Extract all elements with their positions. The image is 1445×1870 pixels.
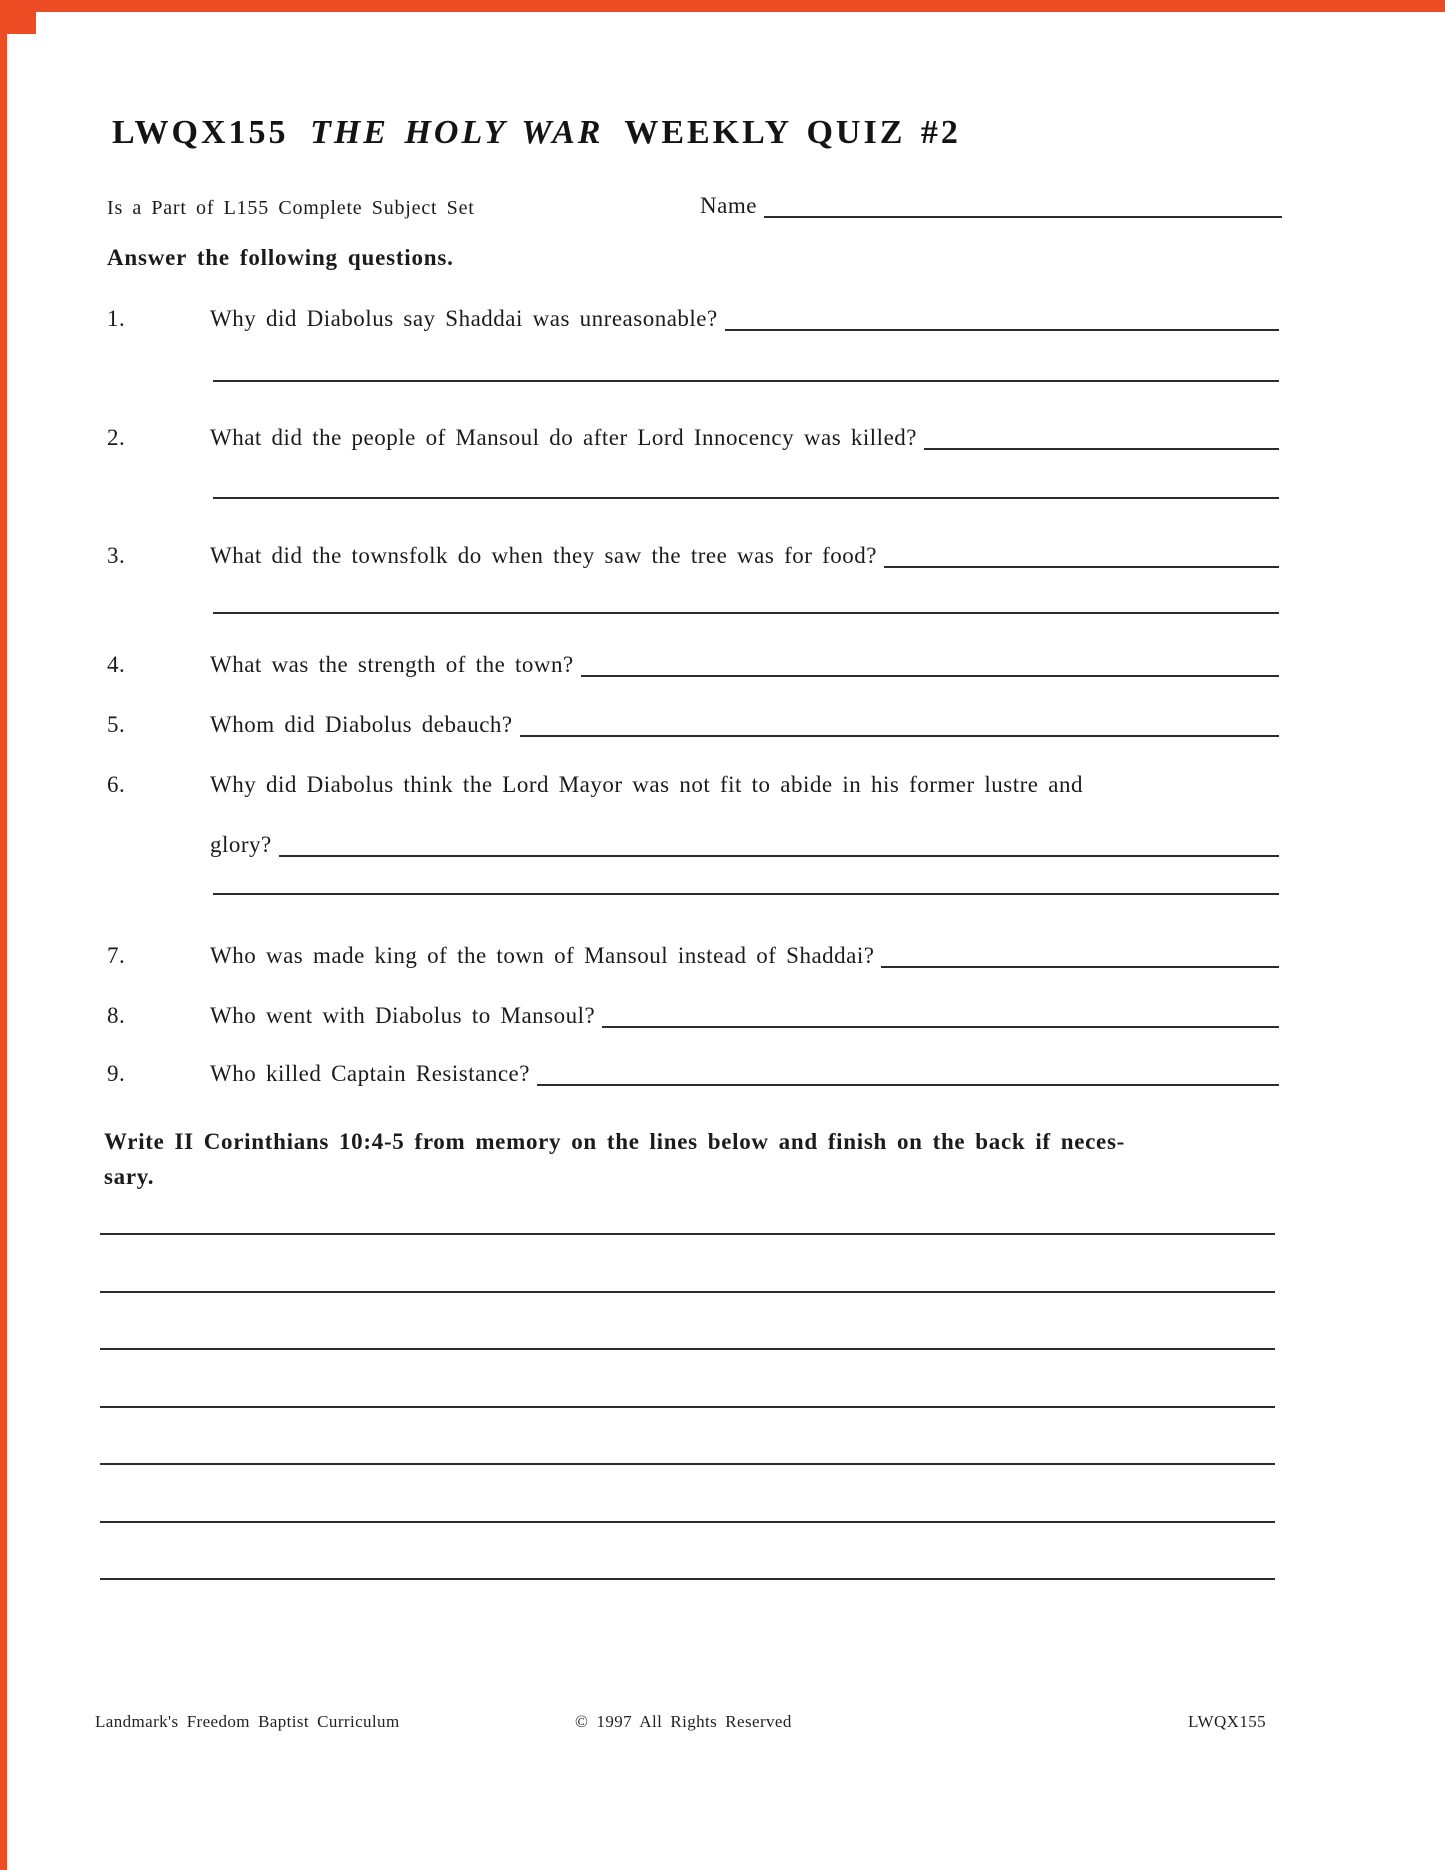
question-6-number: 6. (107, 772, 126, 797)
footer-publisher: Landmark's Freedom Baptist Curriculum (95, 1712, 400, 1731)
question-5-text: Whom did Diabolus debauch? (210, 712, 513, 737)
question-1 (107, 306, 1279, 332)
question-6-text-line-2: glory? (210, 832, 272, 857)
question-8-text: Who went with Diabolus to Mansoul? (210, 1003, 596, 1028)
memory-verse-instruction (104, 1124, 1295, 1194)
question-4 (107, 652, 1279, 678)
question-4-number: 4. (107, 652, 126, 677)
verse-writing-line-7 (100, 1578, 1275, 1580)
question-2-continuation-line (213, 497, 1279, 499)
name-blank-line (764, 216, 1282, 218)
question-1-continuation-line (213, 380, 1279, 382)
verse-writing-line-5 (100, 1463, 1275, 1465)
page-edge-top-band (0, 0, 1445, 12)
name-label: Name (700, 193, 757, 218)
name-row (700, 193, 1282, 219)
question-6-blank-line (279, 855, 1279, 857)
page-edge-left-band (0, 0, 7, 1870)
question-7 (107, 943, 1279, 969)
page-title (112, 114, 961, 152)
footer-form-code: LWQX155 (1188, 1712, 1267, 1731)
subject-set-note: Is a Part of L155 Complete Subject Set (107, 197, 475, 219)
verse-writing-line-4 (100, 1406, 1275, 1408)
question-4-text: What was the strength of the town? (210, 652, 574, 677)
question-3-number: 3. (107, 543, 126, 568)
question-5 (107, 712, 1279, 738)
page-edge-corner (0, 0, 36, 34)
question-6-continuation-line (213, 893, 1279, 895)
question-9-text: Who killed Captain Resistance? (210, 1061, 530, 1086)
footer-copyright: © 1997 All Rights Reserved (575, 1712, 792, 1731)
book-title: THE HOLY WAR (310, 114, 604, 151)
question-2-number: 2. (107, 425, 126, 450)
question-9-blank-line (537, 1084, 1279, 1086)
question-9 (107, 1061, 1279, 1087)
verse-writing-line-3 (100, 1348, 1275, 1350)
question-2-blank-line (924, 448, 1279, 450)
question-3-continuation-line (213, 612, 1279, 614)
question-7-blank-line (881, 966, 1279, 968)
question-1-blank-line (725, 329, 1279, 331)
verse-writing-line-2 (100, 1291, 1275, 1293)
question-7-number: 7. (107, 943, 126, 968)
question-1-number: 1. (107, 306, 126, 331)
memory-verse-instruction-line-1: Write II Corinthians 10:4-5 from memory on the lines below and finish on the back if neces- (104, 1129, 1125, 1154)
question-2-text: What did the people of Mansoul do after Lord Innocency was killed? (210, 425, 917, 450)
question-8-number: 8. (107, 1003, 126, 1028)
quiz-code: LWQX155 (112, 114, 289, 151)
question-6-text-line-1: Why did Diabolus think the Lord Mayor was not fit to abide in his former lustre and (210, 772, 1083, 797)
question-3-blank-line (884, 566, 1279, 568)
question-3 (107, 543, 1279, 569)
question-1-text: Why did Diabolus say Shaddai was unreasonable? (210, 306, 718, 331)
memory-verse-instruction-line-2: sary. (104, 1164, 155, 1189)
question-5-blank-line (520, 735, 1279, 737)
question-8-blank-line (602, 1026, 1279, 1028)
question-6 (107, 772, 1279, 798)
question-5-number: 5. (107, 712, 126, 737)
question-6-wrap-row (210, 832, 1279, 858)
question-7-text: Who was made king of the town of Mansoul instead of Shaddai? (210, 943, 875, 968)
quiz-number-label: WEEKLY QUIZ #2 (624, 114, 961, 151)
question-3-text: What did the townsfolk do when they saw the tree was for food? (210, 543, 878, 568)
answer-instruction: Answer the following questions. (107, 245, 454, 270)
question-9-number: 9. (107, 1061, 126, 1086)
verse-writing-line-6 (100, 1521, 1275, 1523)
question-4-blank-line (581, 675, 1279, 677)
question-8 (107, 1003, 1279, 1029)
verse-writing-line-1 (100, 1233, 1275, 1235)
question-2 (107, 425, 1279, 451)
